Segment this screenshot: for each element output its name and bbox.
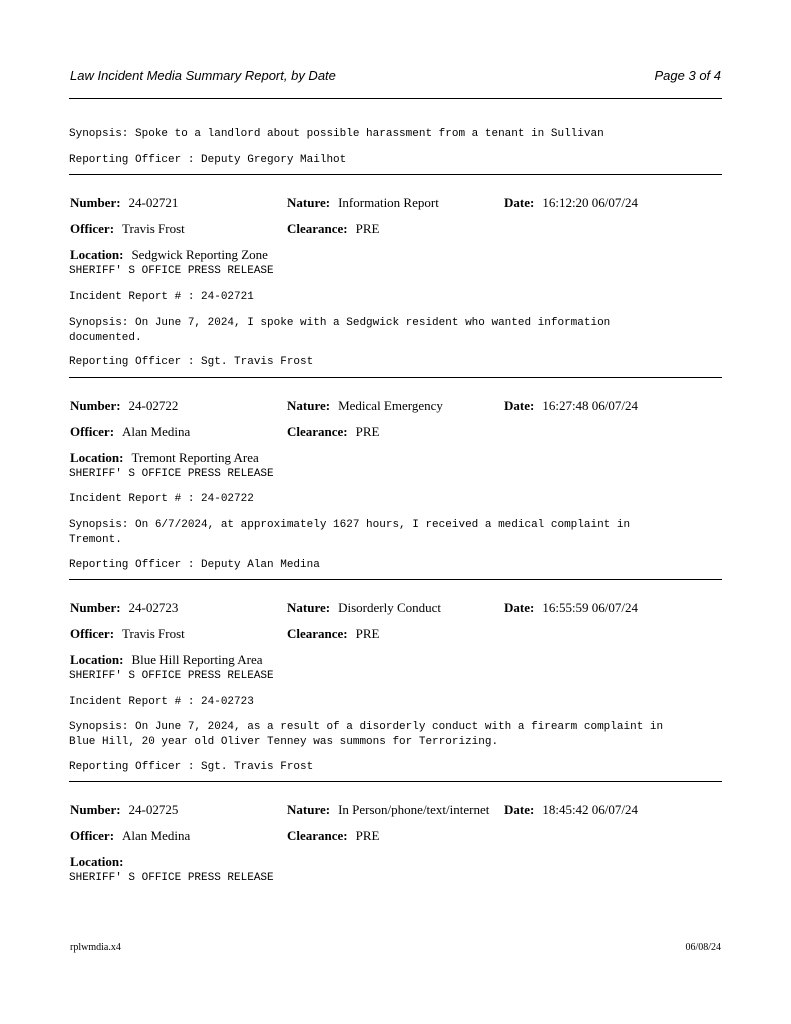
press-release-heading: SHERIFF' S OFFICE PRESS RELEASE [69, 670, 274, 682]
header-divider [69, 98, 722, 99]
incident-location: Location: Tremont Reporting Area [70, 450, 259, 465]
incident-date-value: 16:55:59 06/07/24 [542, 600, 639, 615]
incident-location-value: Blue Hill Reporting Area [131, 652, 263, 667]
footer-report-id: rplwmdia.x4 [70, 942, 121, 953]
incident-location: Location: [70, 854, 124, 869]
incident-number-value: 24-02722 [128, 398, 179, 413]
incident-location: Location: Blue Hill Reporting Area [70, 652, 263, 667]
incident-officer: Officer: Alan Medina [70, 424, 191, 439]
incident-nature: Nature: Disorderly Conduct [287, 600, 441, 615]
incident-date: Date: 16:12:20 06/07/24 [504, 195, 639, 210]
incident-date-value: 16:27:48 06/07/24 [542, 398, 639, 413]
incident-location-value: Sedgwick Reporting Zone [131, 247, 268, 262]
incident-synopsis: Synopsis: On June 7, 2024, I spoke with a Sedgwick resident who wanted information documented. [69, 317, 611, 344]
incident-officer-value: Travis Frost [122, 626, 185, 641]
incident-report-number: Incident Report # : 24-02722 [69, 493, 254, 505]
incident-officer-value: Alan Medina [122, 828, 191, 843]
incident-clearance-value: PRE [355, 424, 380, 439]
incident-nature-value: Disorderly Conduct [338, 600, 441, 615]
footer-print-date: 06/08/24 [685, 942, 721, 953]
press-release-heading: SHERIFF' S OFFICE PRESS RELEASE [69, 265, 274, 277]
incident-clearance-value: PRE [355, 221, 380, 236]
incident-date: Date: 16:55:59 06/07/24 [504, 600, 639, 615]
incident-reporting-officer: Reporting Officer : Deputy Alan Medina [69, 559, 320, 571]
page-indicator: Page 3 of 4 [654, 68, 721, 83]
press-release-heading: SHERIFF' S OFFICE PRESS RELEASE [69, 872, 274, 884]
incident-divider [69, 377, 722, 378]
incident-synopsis: Synopsis: On 6/7/2024, at approximately 1627 hours, I received a medical complaint in Tremont. [69, 519, 631, 546]
incident-nature: Nature: Information Report [287, 195, 439, 210]
report-title: Law Incident Media Summary Report, by Date [70, 68, 336, 83]
incident-divider [69, 579, 722, 580]
incident-clearance: Clearance: PRE [287, 626, 380, 641]
incident-number: Number: 24-02722 [70, 398, 179, 413]
incident-nature-value: In Person/phone/text/internet [338, 802, 490, 817]
press-release-heading: SHERIFF' S OFFICE PRESS RELEASE [69, 468, 274, 480]
incident-location-value: Tremont Reporting Area [131, 450, 259, 465]
incident-officer: Officer: Alan Medina [70, 828, 191, 843]
incident-clearance-value: PRE [355, 828, 380, 843]
incident-location: Location: Sedgwick Reporting Zone [70, 247, 268, 262]
incident-number: Number: 24-02723 [70, 600, 179, 615]
incident-clearance-value: PRE [355, 626, 380, 641]
incident-number: Number: 24-02721 [70, 195, 179, 210]
incident-divider [69, 174, 722, 175]
incident-nature-value: Information Report [338, 195, 439, 210]
incident-officer-value: Alan Medina [122, 424, 191, 439]
incident-date: Date: 18:45:42 06/07/24 [504, 802, 639, 817]
incident-date-value: 18:45:42 06/07/24 [542, 802, 639, 817]
incident-clearance: Clearance: PRE [287, 221, 380, 236]
carryover-reporting-officer: Reporting Officer : Deputy Gregory Mailhot [69, 154, 347, 166]
incident-officer: Officer: Travis Frost [70, 221, 185, 236]
incident-nature: Nature: In Person/phone/text/internet [287, 802, 490, 817]
incident-officer: Officer: Travis Frost [70, 626, 185, 641]
incident-reporting-officer: Reporting Officer : Sgt. Travis Frost [69, 356, 314, 368]
incident-number-value: 24-02721 [128, 195, 179, 210]
incident-clearance: Clearance: PRE [287, 828, 380, 843]
incident-number-value: 24-02725 [128, 802, 179, 817]
incident-nature-value: Medical Emergency [338, 398, 443, 413]
incident-number: Number: 24-02725 [70, 802, 179, 817]
incident-date: Date: 16:27:48 06/07/24 [504, 398, 639, 413]
incident-synopsis: Synopsis: On June 7, 2024, as a result of a disorderly conduct with a firearm complaint in Blue Hill, 20 year old Oliver Tenney was summons for Terrorizing. [69, 721, 664, 748]
incident-report-number: Incident Report # : 24-02721 [69, 291, 254, 303]
incident-number-value: 24-02723 [128, 600, 179, 615]
incident-divider [69, 781, 722, 782]
incident-reporting-officer: Reporting Officer : Sgt. Travis Frost [69, 761, 314, 773]
incident-clearance: Clearance: PRE [287, 424, 380, 439]
incident-officer-value: Travis Frost [122, 221, 185, 236]
incident-date-value: 16:12:20 06/07/24 [542, 195, 639, 210]
incident-nature: Nature: Medical Emergency [287, 398, 443, 413]
incident-report-number: Incident Report # : 24-02723 [69, 696, 254, 708]
carryover-synopsis: Synopsis: Spoke to a landlord about possible harassment from a tenant in Sullivan [69, 128, 604, 140]
